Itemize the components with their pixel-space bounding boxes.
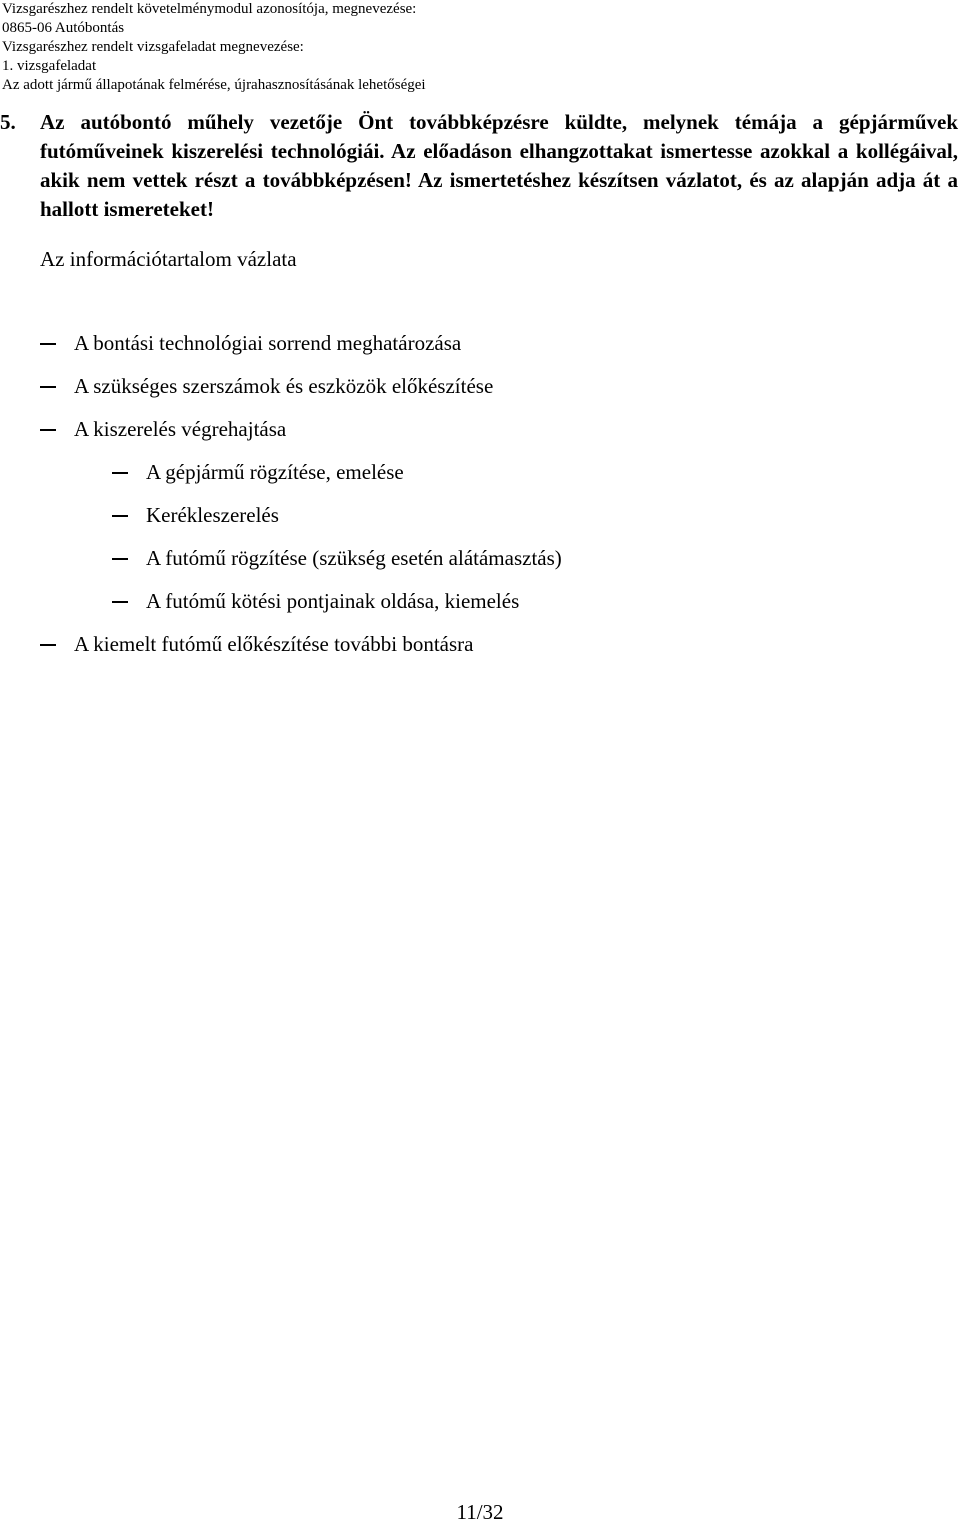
header-task-label: Vizsgarészhez rendelt vizsgafeladat megnevezése:: [2, 39, 304, 55]
dash-bullet-icon: [40, 343, 56, 345]
dash-bullet-icon: [112, 472, 128, 474]
outline-item-label: A szükséges szerszámok és eszközök előkészítése: [74, 374, 494, 398]
dash-bullet-icon: [112, 558, 128, 560]
task-text: Az autóbontó műhely vezetője Önt továbbképzésre küldte, melynek témája a gépjárművek futóműveinek kiszerelési technológiái. Az előadáson elhangzottakat ismertesse azokkal a kollégáival, akik nem vettek részt a továbbképzésen! Az ismertetéshez készítsen vázlatot, és az alapján adja át a hallott ismereteket!: [40, 110, 958, 221]
outline-subitem-label: A futómű kötési pontjainak oldása, kiemelés: [146, 589, 520, 613]
dash-bullet-icon: [40, 429, 56, 431]
document-header: [2, 0, 942, 95]
outline-item-label: A kiemelt futómű előkészítése további bontásra: [74, 632, 474, 656]
header-task-name: Az adott jármű állapotának felmérése, újrahasznosításának lehetőségei: [2, 77, 426, 93]
outline-title: Az információtartalom vázlata: [40, 247, 297, 271]
dash-bullet-icon: [40, 386, 56, 388]
page-number: 11/32: [456, 1500, 504, 1524]
outline-item-label: A bontási technológiai sorrend meghatározása: [74, 331, 462, 355]
header-task-number: 1. vizsgafeladat: [2, 58, 97, 74]
header-module-name: 0865-06 Autóbontás: [2, 20, 125, 36]
task-number: 5.: [0, 110, 16, 134]
outline-subitem-label: Kerékleszerelés: [146, 503, 279, 527]
outline-subitem-label: A gépjármű rögzítése, emelése: [146, 460, 404, 484]
outline-item-label: A kiszerelés végrehajtása: [74, 417, 287, 441]
dash-bullet-icon: [112, 515, 128, 517]
dash-bullet-icon: [112, 601, 128, 603]
header-module-label: Vizsgarészhez rendelt követelménymodul azonosítója, megnevezése:: [2, 1, 417, 17]
dash-bullet-icon: [40, 644, 56, 646]
outline-subitem-label: A futómű rögzítése (szükség esetén alátámasztás): [146, 546, 562, 570]
